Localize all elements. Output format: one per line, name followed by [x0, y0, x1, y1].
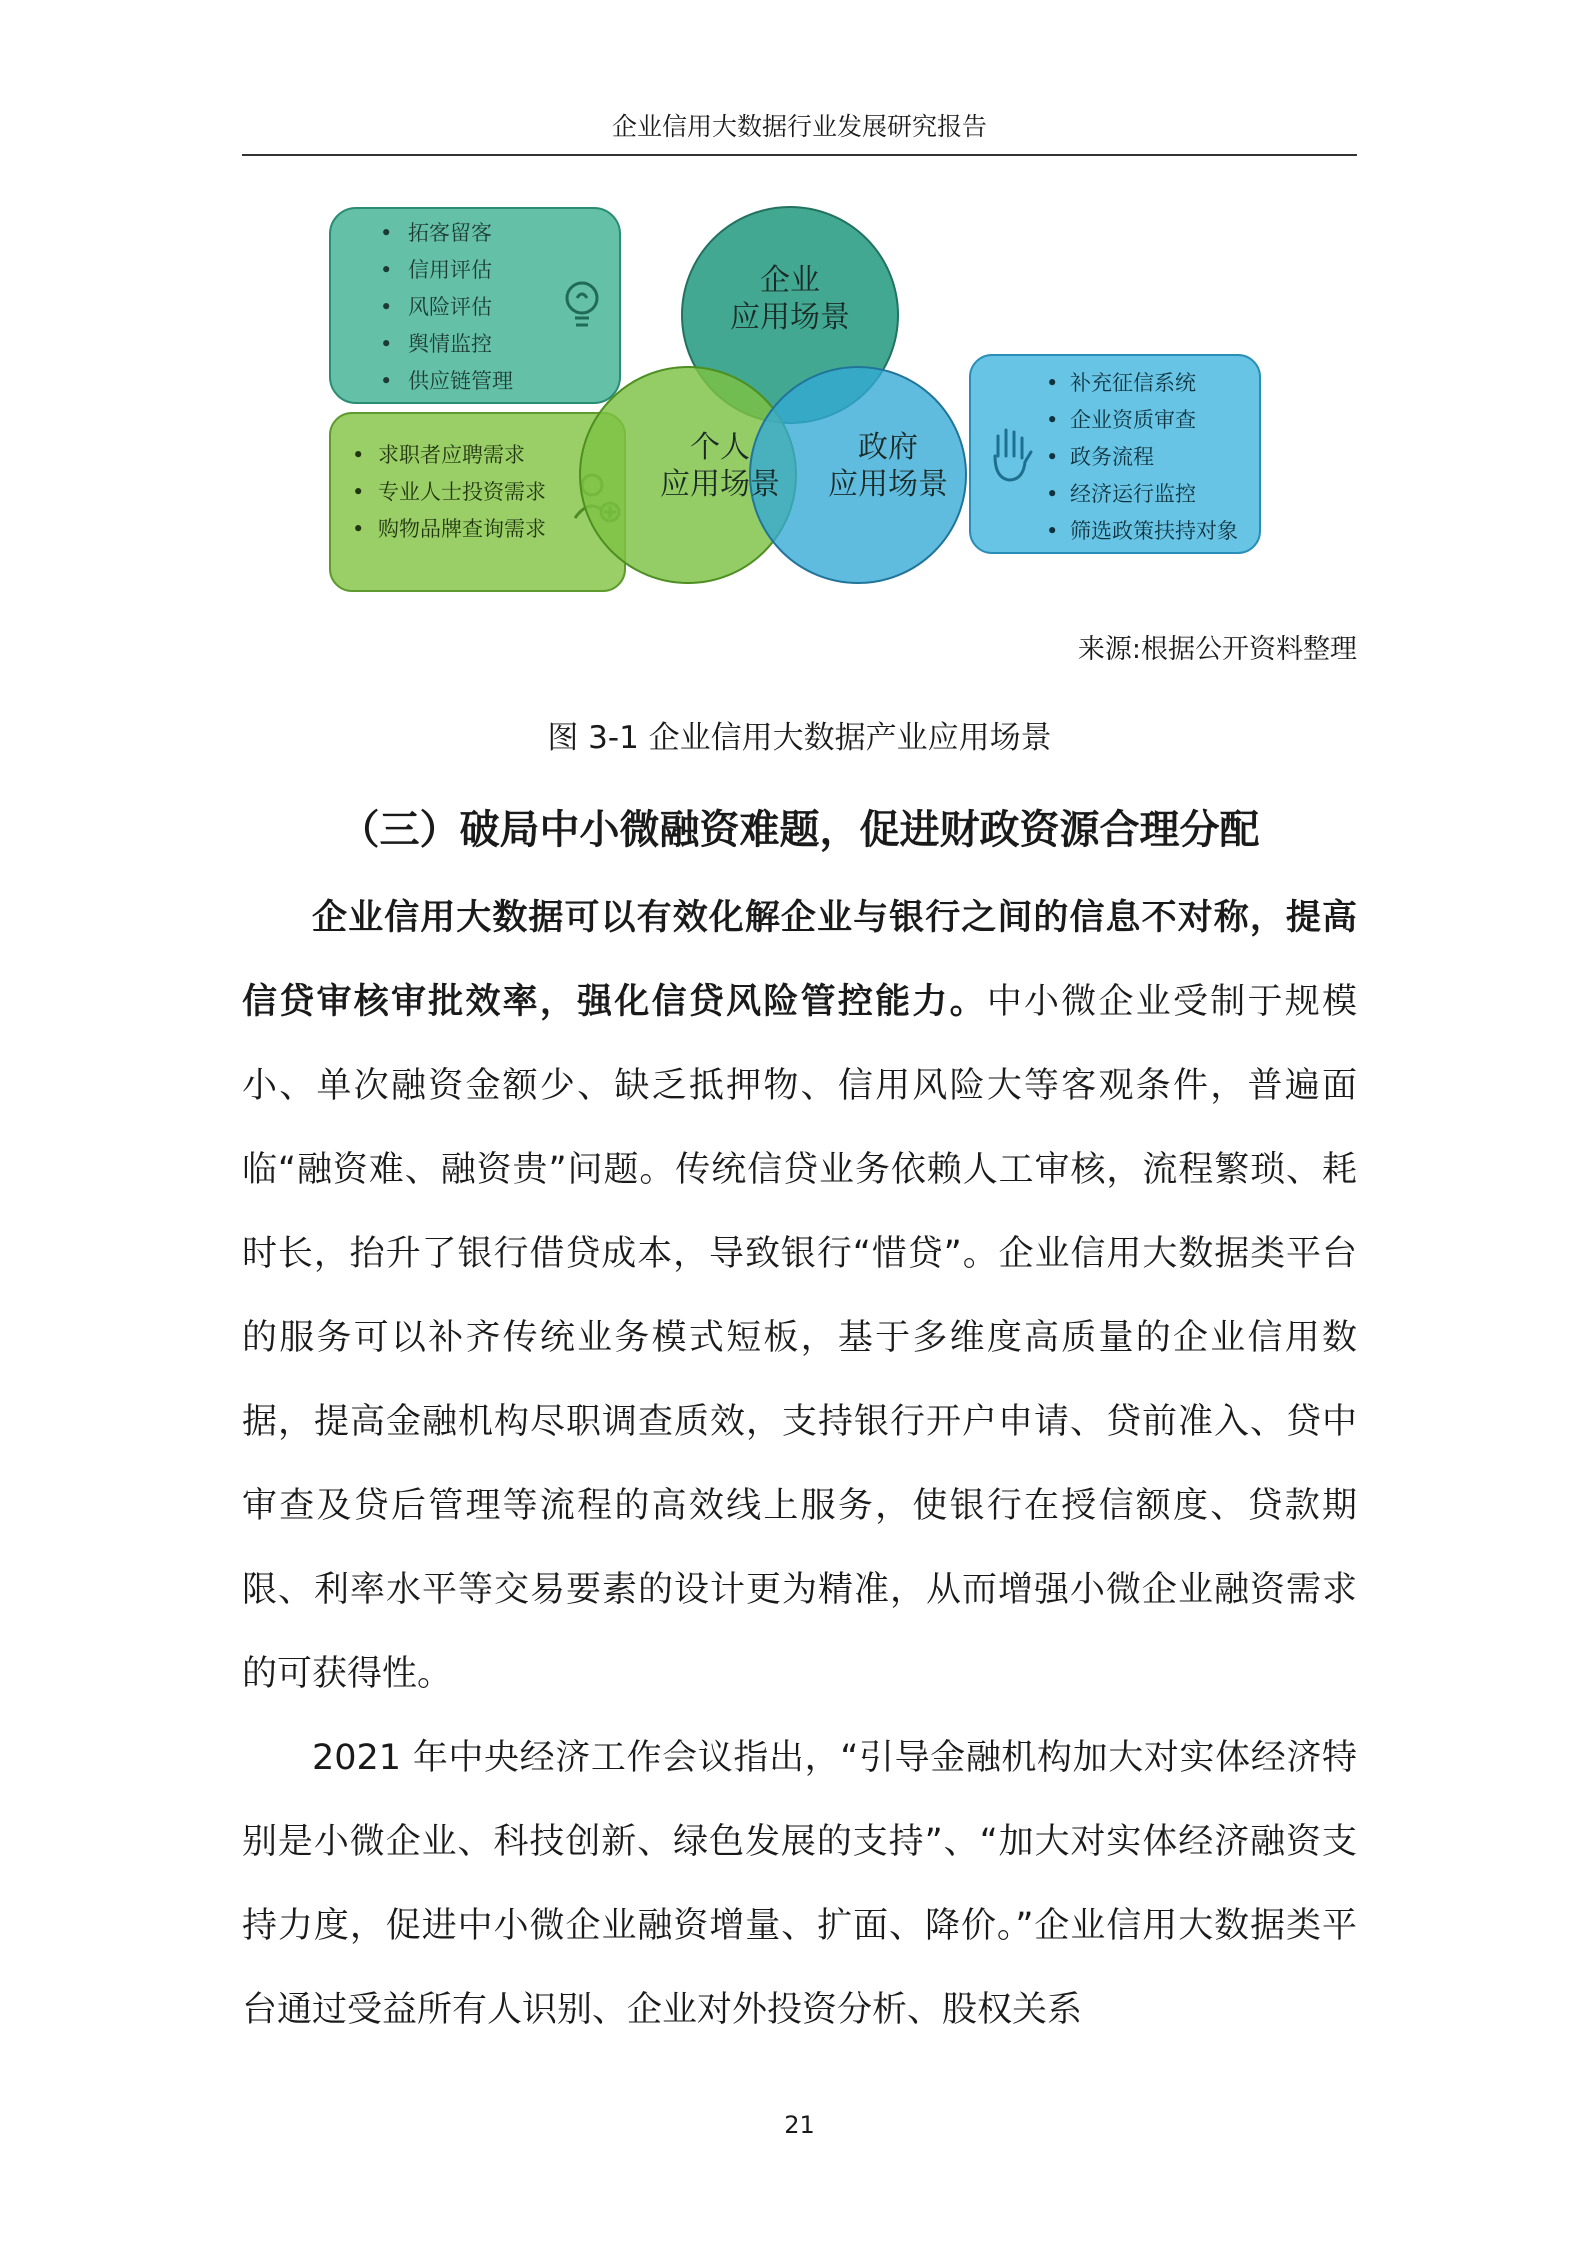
- government-bullet: •: [1046, 408, 1059, 432]
- enterprise-item: 舆情监控: [408, 332, 492, 356]
- page-number: 21: [784, 2111, 815, 2139]
- government-circle-label: 应用场景: [828, 467, 948, 502]
- government-bullet: •: [1046, 445, 1059, 469]
- enterprise-circle-label: 企业: [760, 263, 820, 298]
- page-header: [242, 112, 1357, 156]
- enterprise-circle-label: 应用场景: [730, 300, 850, 335]
- enterprise-bullet: •: [380, 295, 393, 319]
- enterprise-bullet: •: [380, 369, 393, 393]
- government-item: 企业资质审查: [1070, 408, 1196, 432]
- government-bullet: •: [1046, 519, 1059, 543]
- personal-item: 求职者应聘需求: [378, 443, 525, 467]
- government-item: 筛选政策扶持对象: [1070, 519, 1238, 543]
- government-bullet: •: [1046, 371, 1059, 395]
- body-text: [242, 876, 1357, 2052]
- personal-circle-label: 个人: [690, 430, 750, 465]
- personal-item: 购物品牌查询需求: [378, 517, 546, 541]
- government-item: 经济运行监控: [1070, 482, 1196, 506]
- header-title: 企业信用大数据行业发展研究报告: [611, 112, 987, 141]
- paragraph-bold-lead: 企业信用大数据可以有效化解企业与银行之间的信息不对称，提高信贷审核审批效率，强化信贷风险管控能力。: [242, 898, 1357, 1022]
- government-bullet: •: [1046, 482, 1059, 506]
- personal-item: 专业人士投资需求: [378, 480, 546, 504]
- government-item: 政务流程: [1070, 445, 1154, 469]
- personal-bullet: •: [352, 517, 365, 541]
- figure-source: 来源:根据公开资料整理: [1077, 634, 1357, 665]
- enterprise-bullet: •: [380, 258, 393, 282]
- personal-bullet: •: [352, 480, 365, 504]
- government-item: 补充征信系统: [1070, 371, 1196, 395]
- figure-caption: 图 3-1 企业信用大数据产业应用场景: [547, 720, 1052, 756]
- personal-bullet: •: [352, 443, 365, 467]
- paragraph: [242, 1716, 1357, 2052]
- government-circle-label: 政府: [858, 430, 918, 465]
- paragraph-text: 2021 年中央经济工作会议指出，“引导金融机构加大对实体经济特别是小微企业、科技创新、绿色发展的支持”、“加大对实体经济融资支持力度，促进中小微企业融资增量、扩面、降价。”企业信用大数据类平台通过受益所有人识别、企业对外投资分析、股权关系: [242, 1738, 1357, 2030]
- enterprise-item: 拓客留客: [408, 221, 492, 245]
- enterprise-bullet: •: [380, 332, 393, 356]
- enterprise-item: 风险评估: [408, 295, 492, 319]
- diagram-svg: [320, 200, 1280, 600]
- enterprise-item: 信用评估: [408, 258, 492, 282]
- personal-circle-label: 应用场景: [660, 467, 780, 502]
- enterprise-bullet: •: [380, 221, 393, 245]
- paragraph-text: 中小微企业受制于规模小、单次融资金额少、缺乏抵押物、信用风险大等客观条件，普遍面临“融资难、融资贵”问题。传统信贷业务依赖人工审核，流程繁琐、耗时长，抬升了银行借贷成本，导致银行“惜贷”。企业信用大数据类平台的服务可以补齐传统业务模式短板，基于多维度高质量的企业信用数据，提高金融机构尽职调查质效，支持银行开户申请、贷前准入、贷中审查及贷后管理等流程的高效线上服务，使银行在授信额度、贷款期限、利率水平等交易要素的设计更为精准，从而增强小微企业融资需求的可获得性。: [242, 982, 1357, 1694]
- application-scenario-diagram: [320, 200, 1280, 600]
- section-title: （三）破局中小微融资难题，促进财政资源合理分配: [339, 807, 1260, 853]
- paragraph: [242, 876, 1357, 1716]
- enterprise-item: 供应链管理: [408, 369, 513, 393]
